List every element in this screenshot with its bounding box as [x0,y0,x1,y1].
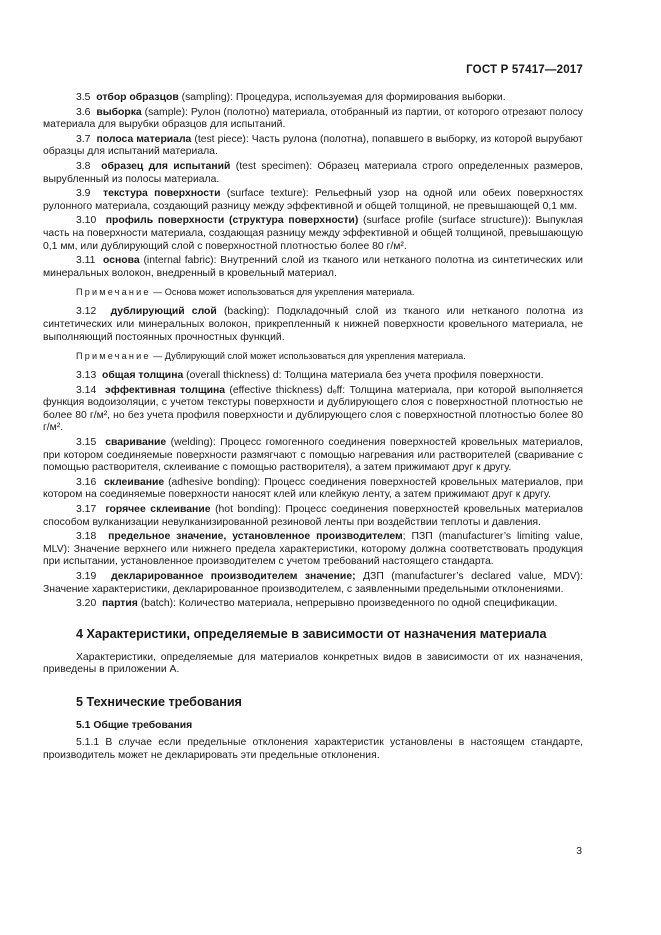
definition-term: сваривание [105,437,167,449]
definition-3-10 [43,215,583,253]
definition-number: 3.9 [76,188,91,200]
definition-number: 3.20 [76,598,97,610]
definition-3-11 [43,255,583,280]
page-number: 3 [576,846,582,857]
definition-term: полоса материала [96,133,192,145]
note-label: Примечание [76,351,151,362]
note-2 [43,350,583,362]
subsection-5-1-title: 5.1 Общие требования [76,719,193,731]
definition-term: партия [102,598,138,610]
definition-3-16 [43,477,583,502]
definition-text: (hot bonding): Процесс соединения поверхностей кровельных материалов способом вулканизации невулканизированной резиновой ленты при воздействии теплоты и давления. [43,504,583,528]
definition-term: декларированное производителем значение; [111,571,356,582]
definition-3-8 [43,161,583,186]
definition-number: 3.10 [76,215,97,227]
definition-text: (welding): Процесс гомогенного соединения поверхностей кровельных материалов, при котором соединяемые поверхности размягчают с помощью нагревания или растворителей (сваривание с помощью растворителя, склеивание с помощью растворителя), а затем прижимают друг к другу. [43,437,584,474]
definition-number: 3.17 [76,504,97,516]
section-4-title: 4 Характеристики, определяемые в зависимости от назначения материала [76,626,547,641]
definition-number: 3.11 [76,255,96,267]
definition-3-9 [43,188,583,213]
definition-3-15 [43,437,583,475]
definition-term: образец для испытаний [101,160,231,172]
section-4-text: Характеристики, определяемые для материалов конкретных видов в зависимости от их назначения, приведены в приложении А. [43,651,583,676]
definition-term: выборка [96,106,142,118]
definition-3-13 [43,370,583,383]
definition-text: (surface texture): Рельефный узор на одной или обеих поверхностях рулонного материала, создающий разницу между эффективной и общей толщиной, не превышающей 0,1 мм. [43,188,583,212]
definition-text: ДЗП (manufacturer’s declared value, MDV): Значение характеристики, декларированное производителем, с заявленными предельными отклонениями. [43,571,583,595]
definition-term: профиль поверхности (структура поверхности) [105,215,359,227]
definition-text: (adhesive bonding): Процесс соединения поверхностей кровельных материалов, при котором на соединяемые поверхности наносят клей или клейкую ленту, а затем прижимают друг к другу. [43,476,584,501]
definition-3-14 [43,385,583,435]
definition-text: (batch): Количество материала, непрерывно произведенного по одной спецификации. [137,598,558,610]
definition-number: 3.8 [76,160,91,172]
definition-3-20 [43,598,583,611]
definition-3-19 [43,571,583,596]
section-5-title: 5 Технические требования [76,694,242,709]
definition-number: 3.18 [76,531,97,543]
definition-text: (effective thickness) dₑff: Толщина материала, при которой выполняется функция водоизоляции, с учетом текстуры поверхности и дублирующего слоя с поверхностной плотностью не более 80 г/м², но без учета профиля поверхности и дублирующего слоя с поверхностной плотностью более 80 г/м². [43,384,583,434]
definition-number: 3.12 [76,306,97,318]
definition-3-6 [43,107,583,132]
definition-text: (overall thickness) d: Толщина материала без учета профиля поверхности. [183,370,544,382]
definition-text: ; ПЗП (manufacturer’s limiting value, MLV): Значение верхнего или нижнего предела характеристики, которому должна соответствовать продукция при испытании, установленное производителем с учетом требований настоящего стандарта. [43,531,583,568]
definition-term: отбор образцов [96,92,179,103]
document-body [43,92,583,764]
definition-text: (test piece): Часть рулона (полотна), попавшего в выборку, из которой вырубают образцы для испытаний материала. [43,133,583,158]
definitions-block-1 [43,92,583,280]
definition-number: 3.6 [76,106,91,118]
definition-term: дублирующий слой [110,306,217,318]
definition-text: (backing): Подкладочный слой из тканого или нетканого полотна из синтетических или минеральных волокон, прикрепленный к нижней поверхности кровельного материала, не выполняющий постоянных прочностных функций. [43,306,583,343]
definition-3-17 [43,504,583,529]
definition-number: 3.7 [76,133,91,145]
definitions-block-3 [43,370,583,611]
definition-text: (internal fabric): Внутренний слой из тканого или нетканого полотна из синтетических или минеральных волокон, внедренный в кровельный материал. [43,255,583,279]
definition-3-7 [43,134,583,159]
note-text: — Дублирующий слой может использоваться для укрепления материала. [150,351,466,362]
paragraph-5-1-1: 5.1.1 В случае если предельные отклонения характеристик установлены в настоящем стандарте, производитель может не декларировать эти предельные отклонения. [43,736,583,761]
definition-term: общая толщина [102,370,184,382]
definition-number: 3.14 [76,384,97,396]
definition-term: предельное значение, установленное производителем [108,531,403,543]
definition-number: 3.16 [76,476,97,488]
standard-header: ГОСТ Р 57417—2017 [466,64,583,76]
definition-term: основа [103,255,140,267]
definition-term: текстура поверхности [103,188,221,200]
definition-text: (sampling): Процедура, используемая для формирования выборки. [178,92,506,103]
note-1 [43,286,583,298]
note-label: Примечание [76,287,151,298]
definition-term: горячее склеивание [105,504,211,516]
definition-3-5 [43,92,583,105]
definition-number: 3.5 [76,92,91,103]
definition-term: эффективная толщина [105,384,226,396]
definition-term: склеивание [103,476,165,488]
definition-text: (test specimen): Образец материала строго определенных размеров, вырубленный из полосы материала. [43,160,583,185]
definitions-block-2 [43,306,583,344]
definition-text: (sample): Рулон (полотно) материала, отобранный из партии, от которого отрезают полосу материала для вырубки образцов для испытаний. [43,106,584,131]
definition-text: (surface profile (surface structure)): Выпуклая часть на поверхности материала, создающая разницу между эффективной и общей толщиной, превышающую 0,1 мм, или дублирующий слой с поверхностной плотностью более 80 г/м². [43,215,583,252]
definition-3-12 [43,306,583,344]
definition-number: 3.15 [76,437,97,449]
definition-number: 3.13 [76,370,97,382]
note-text: — Основа может использоваться для укрепления материала. [150,287,415,298]
definition-3-18 [43,531,583,569]
definition-number: 3.19 [76,571,97,582]
